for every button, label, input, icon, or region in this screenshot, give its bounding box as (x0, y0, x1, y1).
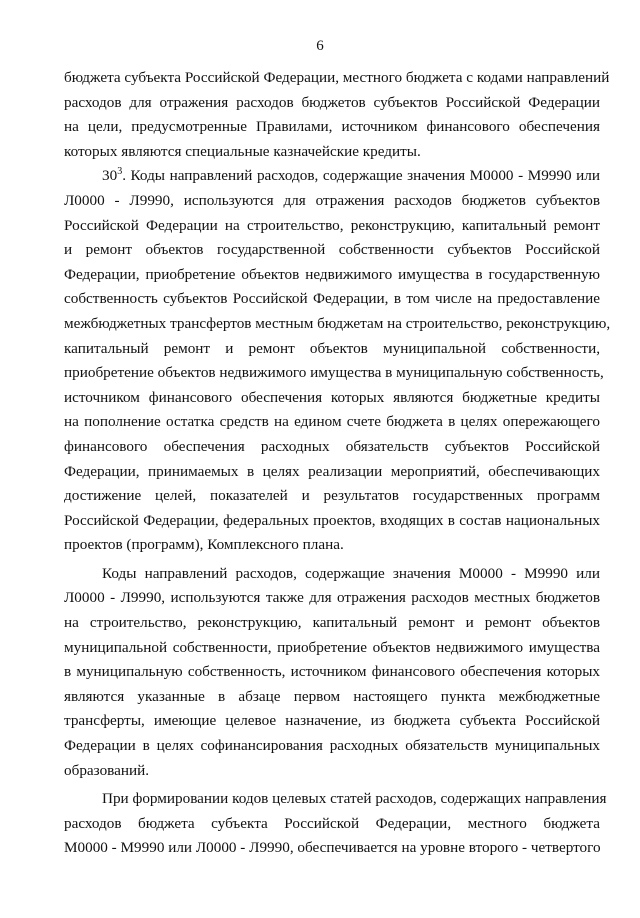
clause-number: 30 (102, 167, 118, 185)
text-line: М0000 - М9990 или Л0000 - Л9990, обеспечивается на уровне второго - четвертого (64, 839, 601, 857)
document-body (64, 66, 611, 861)
text-line: образований. (64, 761, 150, 779)
text-line: и ремонт объектов государственной собственности субъектов Российской (64, 241, 600, 259)
text-line: Федерации, принимаемых в целях реализации мероприятий, обеспечивающих (64, 462, 600, 480)
text-line: муниципальной собственности, приобретение объектов недвижимого имущества (64, 638, 600, 656)
text-line: финансового обеспечения расходных обязательств субъектов Российской (64, 437, 600, 455)
text-line: межбюджетных трансфертов местным бюджетам на строительство, реконструкцию, (64, 314, 611, 332)
text-line: Коды направлений расходов, содержащие значения М0000 - М9990 или (102, 564, 600, 582)
text-line: проектов (программ), Комплексного плана. (64, 536, 344, 554)
text-line: источником финансового обеспечения которых являются бюджетные кредиты (64, 388, 600, 406)
text-line: достижение целей, показателей и результатов государственных программ (64, 487, 600, 505)
text-line: расходов для отражения расходов бюджетов субъектов Российской Федерации (64, 93, 600, 111)
text-line: Л0000 - Л9990, используются для отражения расходов бюджетов субъектов (64, 191, 600, 209)
paragraph-local-budgets (64, 562, 600, 783)
text-line: Российской Федерации на строительство, реконструкцию, капитальный ремонт (64, 216, 600, 234)
page-number: 6 (316, 38, 324, 54)
text-line: собственность субъектов Российской Федерации, в том числе на предоставление (64, 290, 600, 308)
text-line: Л0000 - Л9990, используются также для отражения расходов местных бюджетов (64, 589, 600, 607)
text-line: на пополнение остатка средств на едином счете бюджета в целях опережающего (64, 413, 600, 431)
text-line: являются указанные в абзаце первом настоящего пункта межбюджетные (64, 687, 600, 705)
text-line: расходов бюджета субъекта Российской Федерации, местного бюджета (64, 814, 600, 832)
paragraph-continuation (64, 66, 610, 164)
text-line: Федерации в целях софинансирования расходных обязательств муниципальных (64, 737, 600, 755)
clause-first-line: . Коды направлений расходов, содержащие значения М0000 - М9990 или (122, 167, 600, 185)
text-line: При формировании кодов целевых статей расходов, содержащих направления (102, 790, 607, 808)
text-line: Российской Федерации, федеральных проектов, входящих в состав национальных (64, 511, 600, 529)
text-line: Федерации, приобретение объектов недвижимого имущества в государственную (64, 265, 600, 283)
text-line: бюджета субъекта Российской Федерации, местного бюджета с кодами направлений (64, 69, 610, 86)
text-line: в муниципальную собственность, источником финансового обеспечения которых (64, 663, 600, 681)
text-line: на цели, предусмотренные Правилами, источником финансового обеспечения (64, 118, 600, 136)
paragraph-clause-30-3 (64, 164, 611, 558)
text-line: трансферты, имеющие целевое назначение, из бюджета субъекта Российской (64, 712, 600, 730)
text-line: капитальный ремонт и ремонт объектов муниципальной собственности, (64, 339, 600, 357)
clause-superscript: 3 (117, 166, 123, 178)
text-line (64, 164, 600, 189)
paragraph-target-codes (64, 787, 607, 861)
text-line: которых являются специальные казначейские кредиты. (64, 142, 421, 160)
text-line: на строительство, реконструкцию, капитальный ремонт и ремонт объектов (64, 614, 600, 632)
text-line: приобретение объектов недвижимого имущества в муниципальную собственность, (64, 364, 604, 382)
